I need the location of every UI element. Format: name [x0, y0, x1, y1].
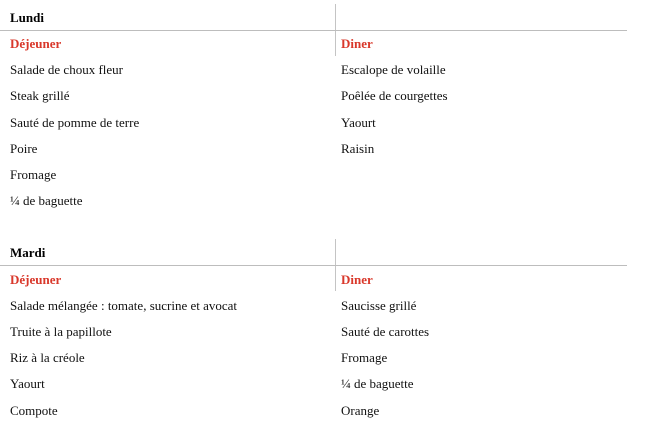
lunch-item: ¼ de baguette	[10, 193, 83, 208]
day-title: Mardi	[10, 245, 46, 260]
dinner-heading: Diner	[341, 272, 373, 287]
lunch-item: Steak grillé	[10, 88, 70, 103]
dinner-item: Yaourt	[341, 115, 376, 130]
dinner-item: Poêlée de courgettes	[341, 88, 448, 103]
lunch-heading: Déjeuner	[10, 272, 62, 287]
dinner-item: ¼ de baguette	[341, 376, 414, 391]
lunch-item: Compote	[10, 403, 58, 418]
lunch-item: Poire	[10, 141, 38, 156]
dinner-item: Sauté de carottes	[341, 324, 430, 339]
lunch-item: Fromage	[10, 167, 57, 182]
dinner-item: Orange	[341, 403, 380, 418]
day-title: Lundi	[10, 10, 44, 25]
dinner-item: Fromage	[341, 350, 388, 365]
lunch-item: Yaourt	[10, 376, 45, 391]
dinner-item: Raisin	[341, 141, 375, 156]
dinner-item: Saucisse grillé	[341, 298, 417, 313]
header-rule	[0, 265, 627, 266]
dinner-heading: Diner	[341, 36, 373, 51]
lunch-item: Riz à la créole	[10, 350, 85, 365]
dinner-item: Escalope de volaille	[341, 62, 446, 77]
lunch-item: Salade mélangée : tomate, sucrine et avocat	[10, 298, 238, 313]
header-rule	[0, 30, 627, 31]
lunch-heading: Déjeuner	[10, 36, 62, 51]
lunch-item: Sauté de pomme de terre	[10, 115, 140, 130]
lunch-item: Salade de choux fleur	[10, 62, 123, 77]
lunch-item: Truite à la papillote	[10, 324, 112, 339]
